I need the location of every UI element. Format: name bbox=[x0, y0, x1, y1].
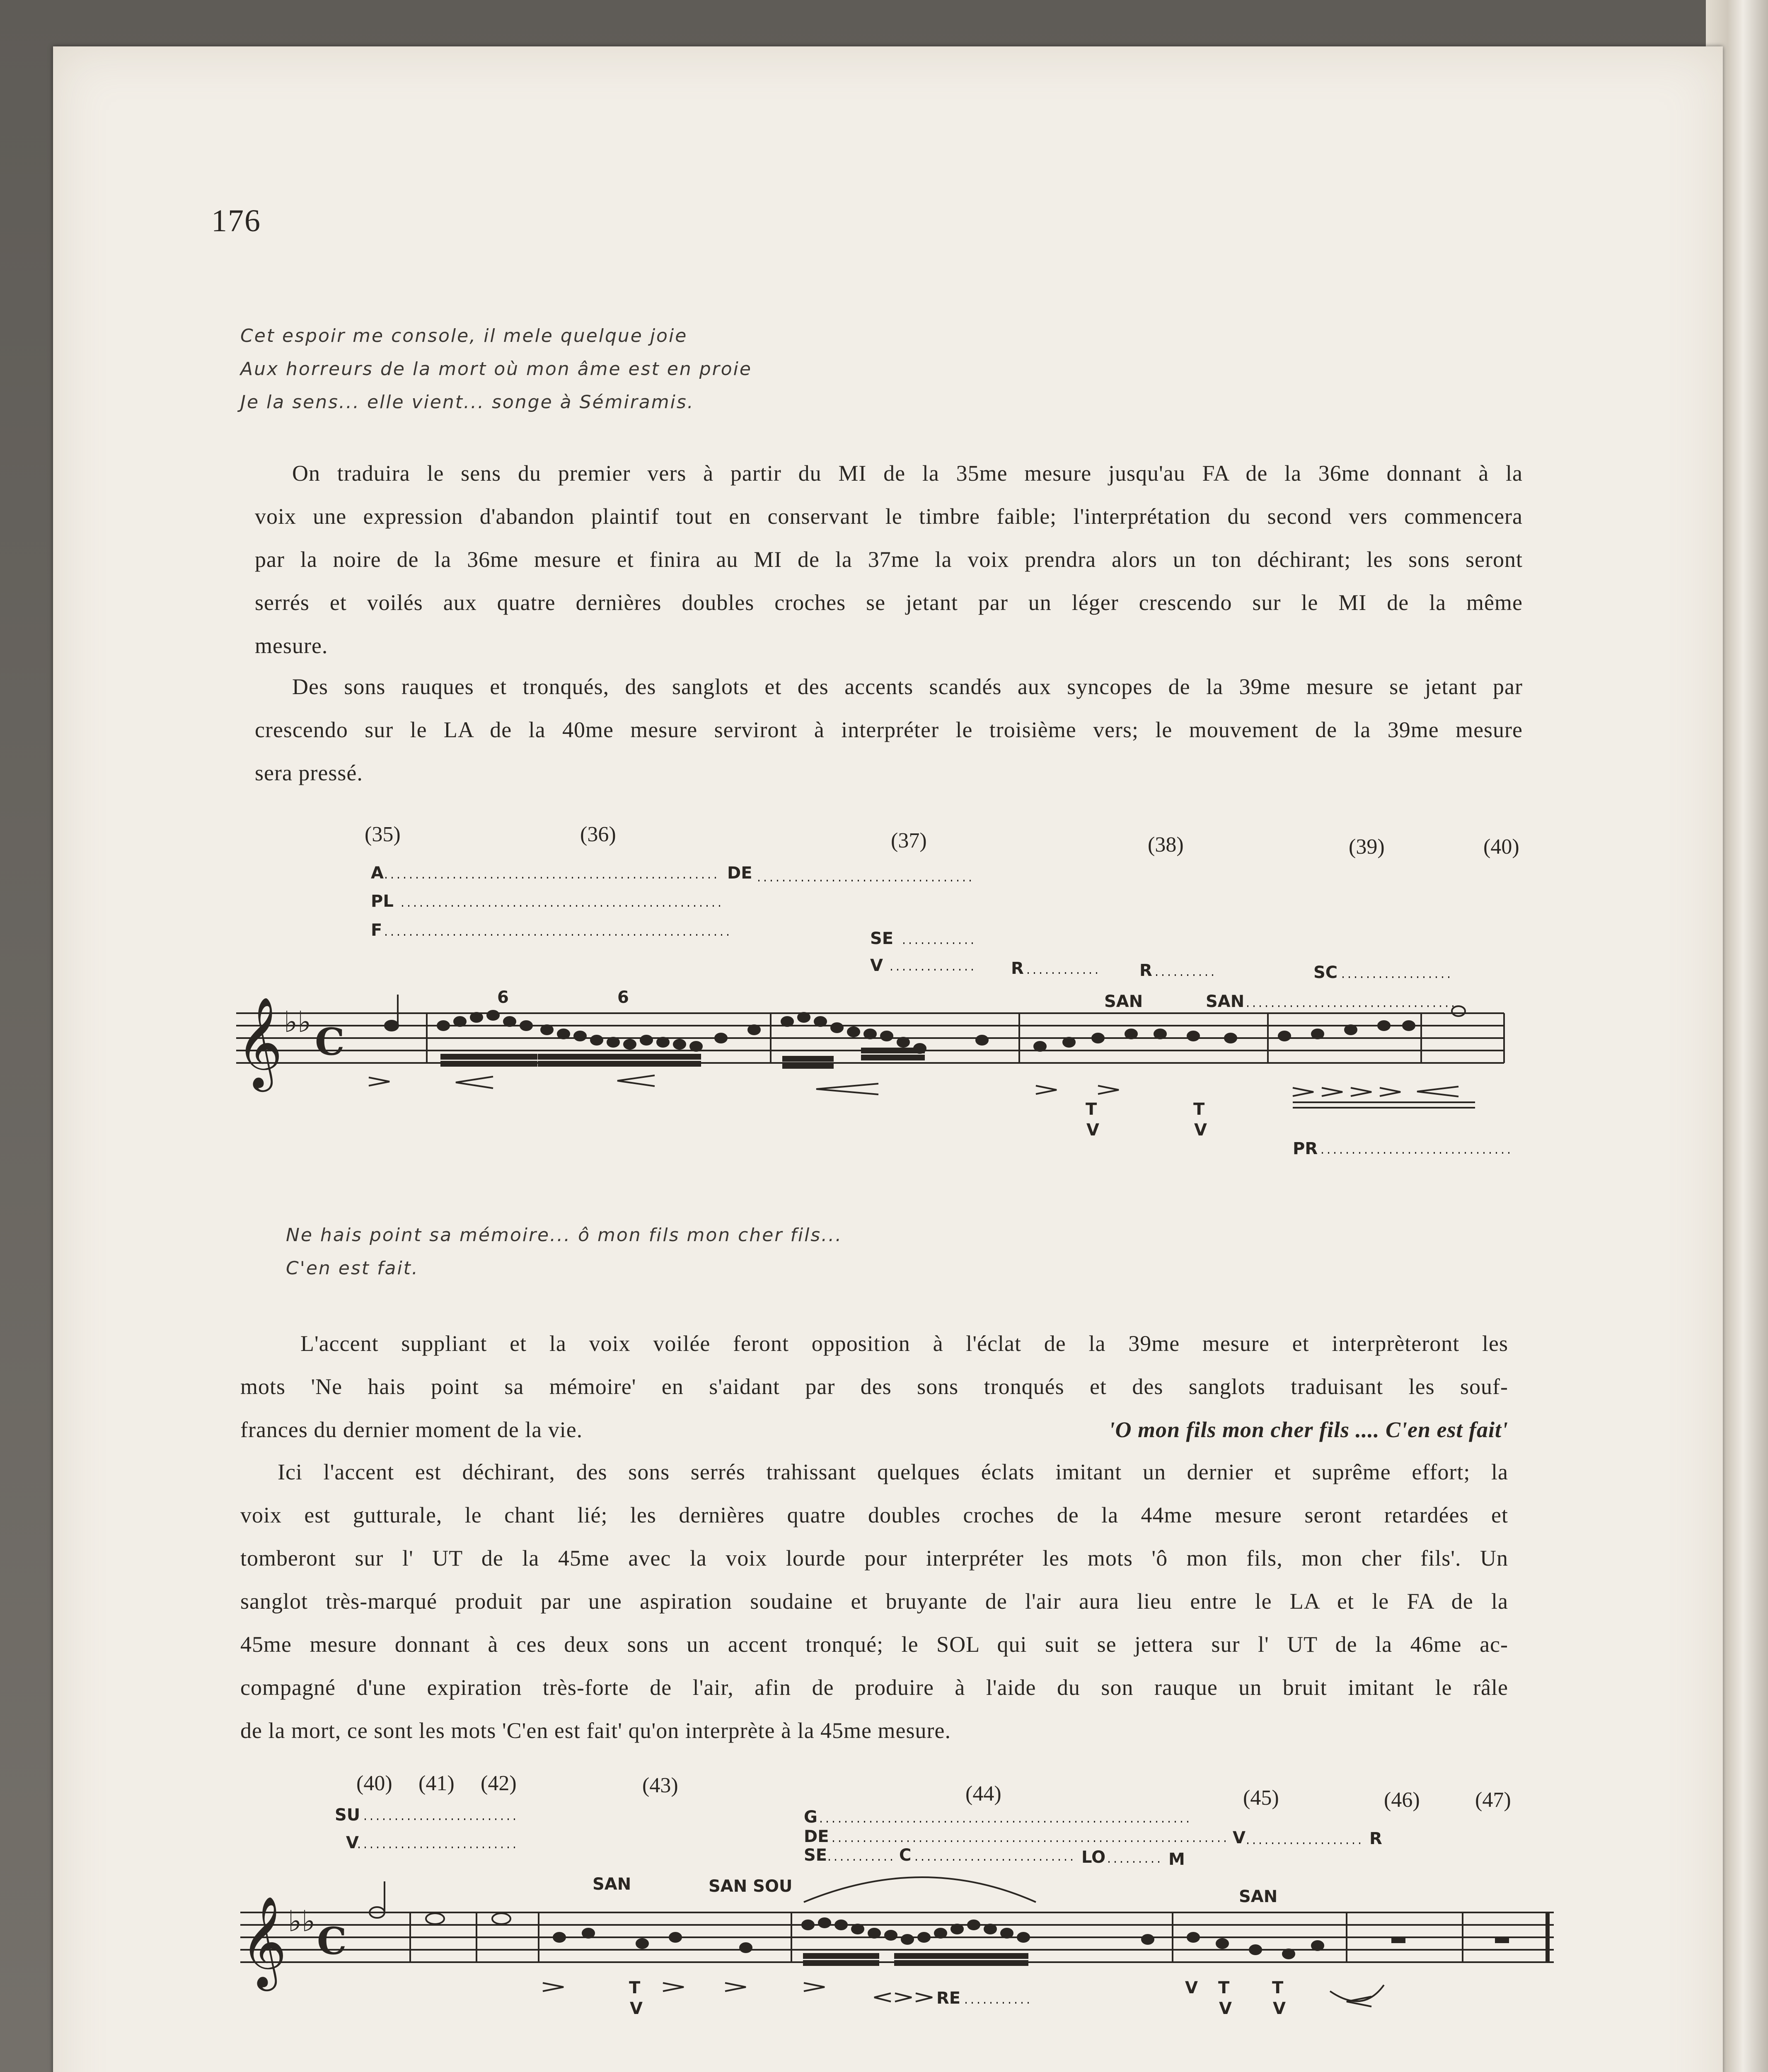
text-line: On traduira le sens du premier vers à partir du MI de la 35me mesure jusqu'au FA de la 36me donnant à la bbox=[292, 461, 1523, 486]
text-line: mesure. bbox=[255, 633, 328, 658]
flat-icon: ♭♭ bbox=[288, 1904, 316, 1938]
text-line: 45me mesure donnant à ces deux sons un accent tronqué; le SOL qui suit se jettera sur l' UT de la 46me ac- bbox=[240, 1632, 1508, 1657]
measure-number: (39) bbox=[1349, 835, 1385, 859]
tuplet-number: 6 bbox=[617, 988, 629, 1007]
quoted-lyric: 'O mon fils mon cher fils .... C'en est fait' bbox=[1108, 1417, 1508, 1442]
text-line: de la mort, ce sont les mots 'C'en est fait' qu'on interprète à la 45me mesure. bbox=[240, 1718, 951, 1743]
voice-label: F bbox=[371, 921, 382, 940]
voice-label: M bbox=[1168, 1850, 1185, 1869]
voice-label: SAN bbox=[593, 1875, 631, 1894]
music-example-1 bbox=[207, 816, 1550, 1189]
voice-label: T bbox=[1086, 1100, 1097, 1119]
voice-label: SC bbox=[1313, 963, 1338, 982]
voice-label: G bbox=[804, 1808, 817, 1827]
measure-number: (41) bbox=[418, 1772, 455, 1795]
text-line: serrés et voilés aux quatre dernières doubles croches se jetant par un léger crescendo sur le MI de la même bbox=[255, 590, 1523, 615]
verse-line: Ne hais point sa mémoire... ô mon fils mon cher fils... bbox=[286, 1225, 843, 1246]
text-line: crescendo sur le LA de la 40me mesure serviront à interpréter le troisième vers; le mouvement de la 39me mesure bbox=[255, 717, 1523, 742]
voice-label: LO bbox=[1081, 1848, 1106, 1867]
voice-label: V bbox=[346, 1833, 359, 1852]
paragraph-interpretation-2 bbox=[255, 665, 1523, 794]
text-line: Ici l'accent est déchirant, des sons serrés trahissant quelques éclats imitant un dernier et suprême effort; la bbox=[278, 1460, 1508, 1484]
voice-label: V bbox=[870, 956, 883, 975]
measure-number: (45) bbox=[1243, 1786, 1279, 1810]
treble-clef-icon: 𝄞 bbox=[236, 996, 283, 1088]
voice-label: RE bbox=[936, 1989, 961, 2008]
voice-label: C bbox=[899, 1846, 912, 1865]
paragraph-interpretation-3 bbox=[240, 1322, 1508, 1451]
verse-line: Cet espoir me console, il mele quelque joie bbox=[240, 325, 688, 346]
voice-label: T bbox=[1218, 1978, 1230, 1997]
notes bbox=[385, 995, 1465, 1068]
measure-number: (43) bbox=[642, 1774, 678, 1797]
page-number: 176 bbox=[211, 203, 261, 238]
voice-label: SE bbox=[804, 1846, 827, 1865]
text-line: sanglot très-marqué produit par une aspiration soudaine et bruyante de l'air aura lieu entre le LA et le FA de la bbox=[240, 1589, 1508, 1614]
verse-line: C'en est fait. bbox=[286, 1258, 419, 1279]
voice-label: V bbox=[1233, 1828, 1246, 1847]
measure-number: (37) bbox=[891, 829, 927, 852]
voice-label: A bbox=[371, 864, 384, 883]
text-line: L'accent suppliant et la voix voilée feront opposition à l'éclat de la 39me mesure et interprèteront les bbox=[300, 1331, 1508, 1356]
flat-icon: ♭♭ bbox=[284, 1005, 312, 1039]
voice-label: SE bbox=[870, 929, 894, 948]
voice-label: SAN bbox=[1239, 1887, 1278, 1906]
voice-label: V bbox=[1194, 1121, 1207, 1140]
voice-label: V bbox=[1086, 1121, 1099, 1140]
voice-label: V bbox=[1273, 1999, 1286, 2018]
voice-label: PL bbox=[371, 892, 394, 911]
text-line: tomberont sur l' UT de la 45me avec la voix lourde pour interpréter les mots 'ô mon fils, mon cher fils'. Un bbox=[240, 1546, 1508, 1571]
voice-label: SAN bbox=[1206, 992, 1245, 1011]
text-line: mots 'Ne hais point sa mémoire' en s'aidant par des sons tronqués et des sanglots traduisant les souf- bbox=[240, 1374, 1508, 1399]
treble-clef-icon: 𝄞 bbox=[240, 1895, 287, 1987]
measure-number: (35) bbox=[365, 823, 401, 846]
paragraph-interpretation-1 bbox=[255, 452, 1523, 667]
measure-number: (36) bbox=[580, 823, 616, 846]
voice-label: T bbox=[629, 1978, 641, 1997]
dynamics bbox=[369, 1075, 1475, 1108]
voice-label: R bbox=[1369, 1829, 1382, 1848]
voice-label: SAN SOU bbox=[709, 1877, 793, 1896]
text-line: Des sons rauques et tronqués, des sanglots et des accents scandés aux syncopes de la 39me mesure se jetant par bbox=[292, 674, 1523, 699]
common-time-icon: C bbox=[315, 1020, 345, 1064]
voice-label: V bbox=[1219, 1999, 1232, 2018]
measure-number: (47) bbox=[1475, 1788, 1511, 1812]
voice-label: DE bbox=[804, 1827, 829, 1846]
voice-label: R bbox=[1139, 961, 1152, 980]
music-example-2 bbox=[228, 1769, 1570, 2039]
measure-number: (38) bbox=[1148, 833, 1184, 857]
voice-label: V bbox=[1185, 1978, 1198, 1997]
measure-number: (40) bbox=[1483, 835, 1519, 859]
text-segment: frances du dernier moment de la vie. bbox=[240, 1417, 583, 1442]
measure-number: (40) bbox=[356, 1772, 392, 1795]
measure-number: (42) bbox=[481, 1772, 517, 1795]
tuplet-number: 6 bbox=[497, 988, 509, 1007]
verse-line: Aux horreurs de la mort où mon âme est en proie bbox=[240, 358, 752, 380]
paragraph-interpretation-4 bbox=[240, 1450, 1508, 1752]
text-line bbox=[240, 1408, 1508, 1451]
voice-label: SU bbox=[335, 1806, 360, 1825]
voice-label: T bbox=[1272, 1978, 1284, 1997]
text-line: voix est gutturale, le chant lié; les dernières quatre doubles croches de la 44me mesure seront retardées et bbox=[240, 1503, 1508, 1527]
voice-label: PR bbox=[1293, 1139, 1318, 1158]
voice-label: DE bbox=[727, 864, 752, 883]
voice-label: V bbox=[630, 1999, 643, 2018]
verse-line: Je la sens... elle vient... songe à Sémiramis. bbox=[240, 392, 694, 413]
notes bbox=[370, 1881, 1508, 1965]
text-line: sera pressé. bbox=[255, 760, 363, 785]
voice-label: SAN bbox=[1104, 992, 1143, 1011]
measure-number: (44) bbox=[965, 1782, 1001, 1806]
text-line: voix une expression d'abandon plaintif tout en conservant le timbre faible; l'interprétation du second vers commencera bbox=[255, 504, 1523, 529]
voice-label: R bbox=[1011, 959, 1024, 978]
common-time-icon: C bbox=[317, 1919, 347, 1963]
measure-number: (46) bbox=[1384, 1788, 1420, 1812]
text-line: par la noire de la 36me mesure et finira au MI de la 37me la voix prendra alors un ton déchirant; les sons seront bbox=[255, 547, 1523, 572]
text-line: compagné d'une expiration très-forte de l'air, afin de produire à l'aide du son rauque un bruit imitant le râle bbox=[240, 1675, 1508, 1700]
voice-label: T bbox=[1193, 1100, 1205, 1119]
